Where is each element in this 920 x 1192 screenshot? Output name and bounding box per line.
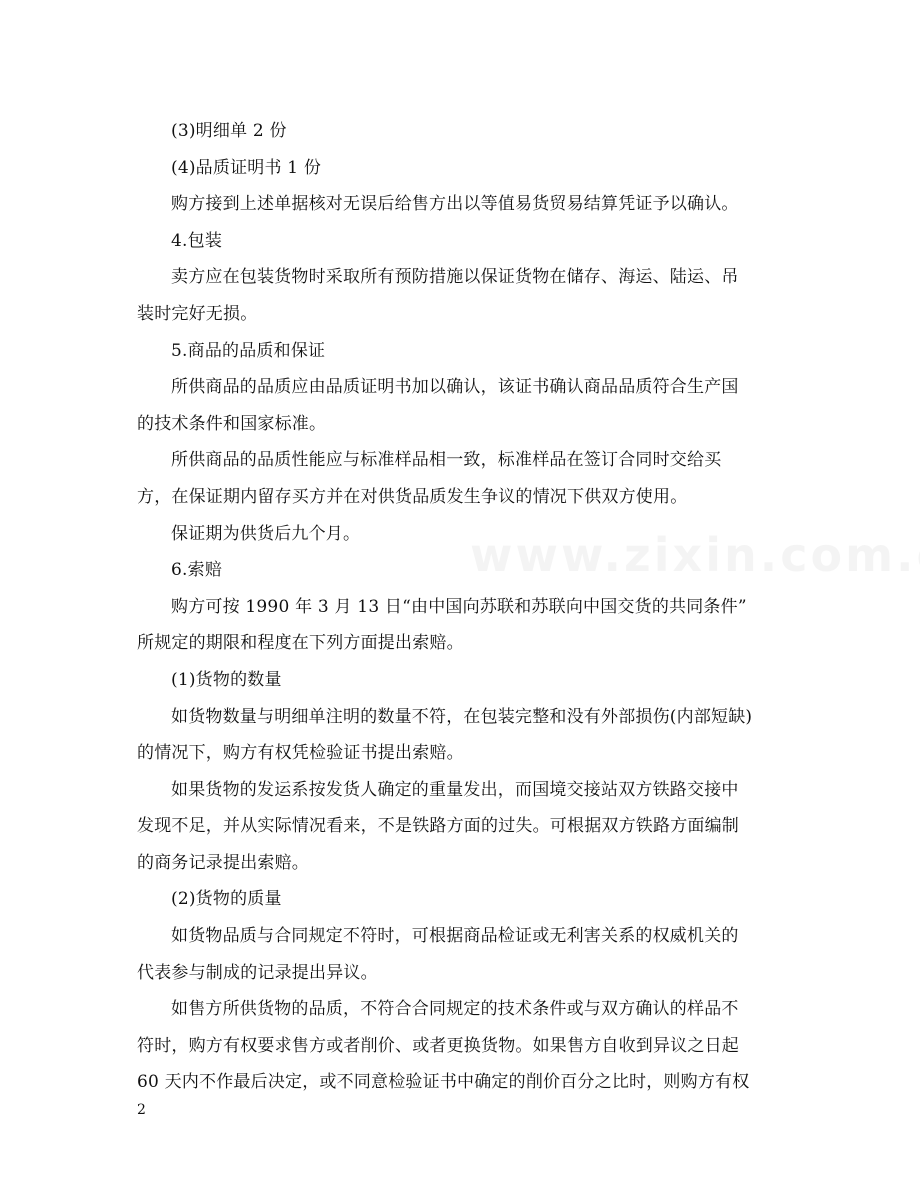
text-line: 代表参与制成的记录提出异议。	[137, 962, 378, 983]
text-line: 卖方应在包装货物时采取所有预防措施以保证货物在储存、海运、陆运、吊	[171, 267, 739, 288]
text-line: 如售方所供货物的品质，不符合合同规定的技术条件或与双方确认的样品不	[171, 999, 739, 1020]
text-line: (3)明细单 2 份	[171, 121, 287, 141]
text-line: 购方可按 1990 年 3 月 13 日“由中国向苏联和苏联向中国交货的共同条件”	[171, 596, 747, 617]
text-line: (2)货物的质量	[171, 889, 282, 910]
document-body	[137, 113, 787, 1101]
text-line: 发现不足，并从实际情况看来，不是铁路方面的过失。可根据双方铁路方面编制	[137, 816, 739, 837]
text-line: 购方接到上述单据核对无误后给售方出以等值易货贸易结算凭证予以确认。	[171, 194, 739, 215]
text-line: 的商务记录提出索赔。	[137, 852, 309, 873]
text-line: 如果货物的发运系按发货人确定的重量发出，而国境交接站双方铁路交接中	[171, 779, 739, 800]
text-line: 如货物数量与明细单注明的数量不符，在包装完整和没有外部损伤(内部短缺)	[171, 706, 753, 727]
text-line: 6.索赔	[171, 560, 223, 581]
text-line: 所供商品的品质性能应与标准样品相一致，标准样品在签订合同时交给买	[171, 450, 722, 471]
text-line: (1)货物的数量	[171, 669, 282, 690]
page-number: 2	[137, 1102, 146, 1118]
text-line: 60 天内不作最后决定，或不同意检验证书中确定的削价百分之比时，则购方有权	[137, 1072, 750, 1093]
text-line: (4)品质证明书 1 份	[171, 157, 322, 178]
text-line: 保证期为供货后九个月。	[171, 523, 361, 544]
text-line: 如货物品质与合同规定不符时，可根据商品检证或无利害关系的权威机关的	[171, 926, 739, 947]
text-line: 4.包装	[171, 230, 223, 251]
text-line: 方，在保证期内留存买方并在对供货品质发生争议的情况下供双方使用。	[137, 486, 688, 507]
text-line: 的情况下，购方有权凭检验证书提出索赔。	[137, 743, 464, 764]
text-line: 所规定的期限和程度在下列方面提出索赔。	[137, 633, 464, 654]
text-line: 的技术条件和国家标准。	[137, 413, 327, 434]
text-line: 所供商品的品质应由品质证明书加以确认，该证书确认商品品质符合生产国	[171, 377, 739, 398]
text-line: 装时完好无损。	[137, 303, 258, 324]
text-line: 5.商品的品质和保证	[171, 340, 326, 361]
text-line: 符时，购方有权要求售方或者削价、或者更换货物。如果售方自收到异议之日起	[137, 1035, 739, 1056]
